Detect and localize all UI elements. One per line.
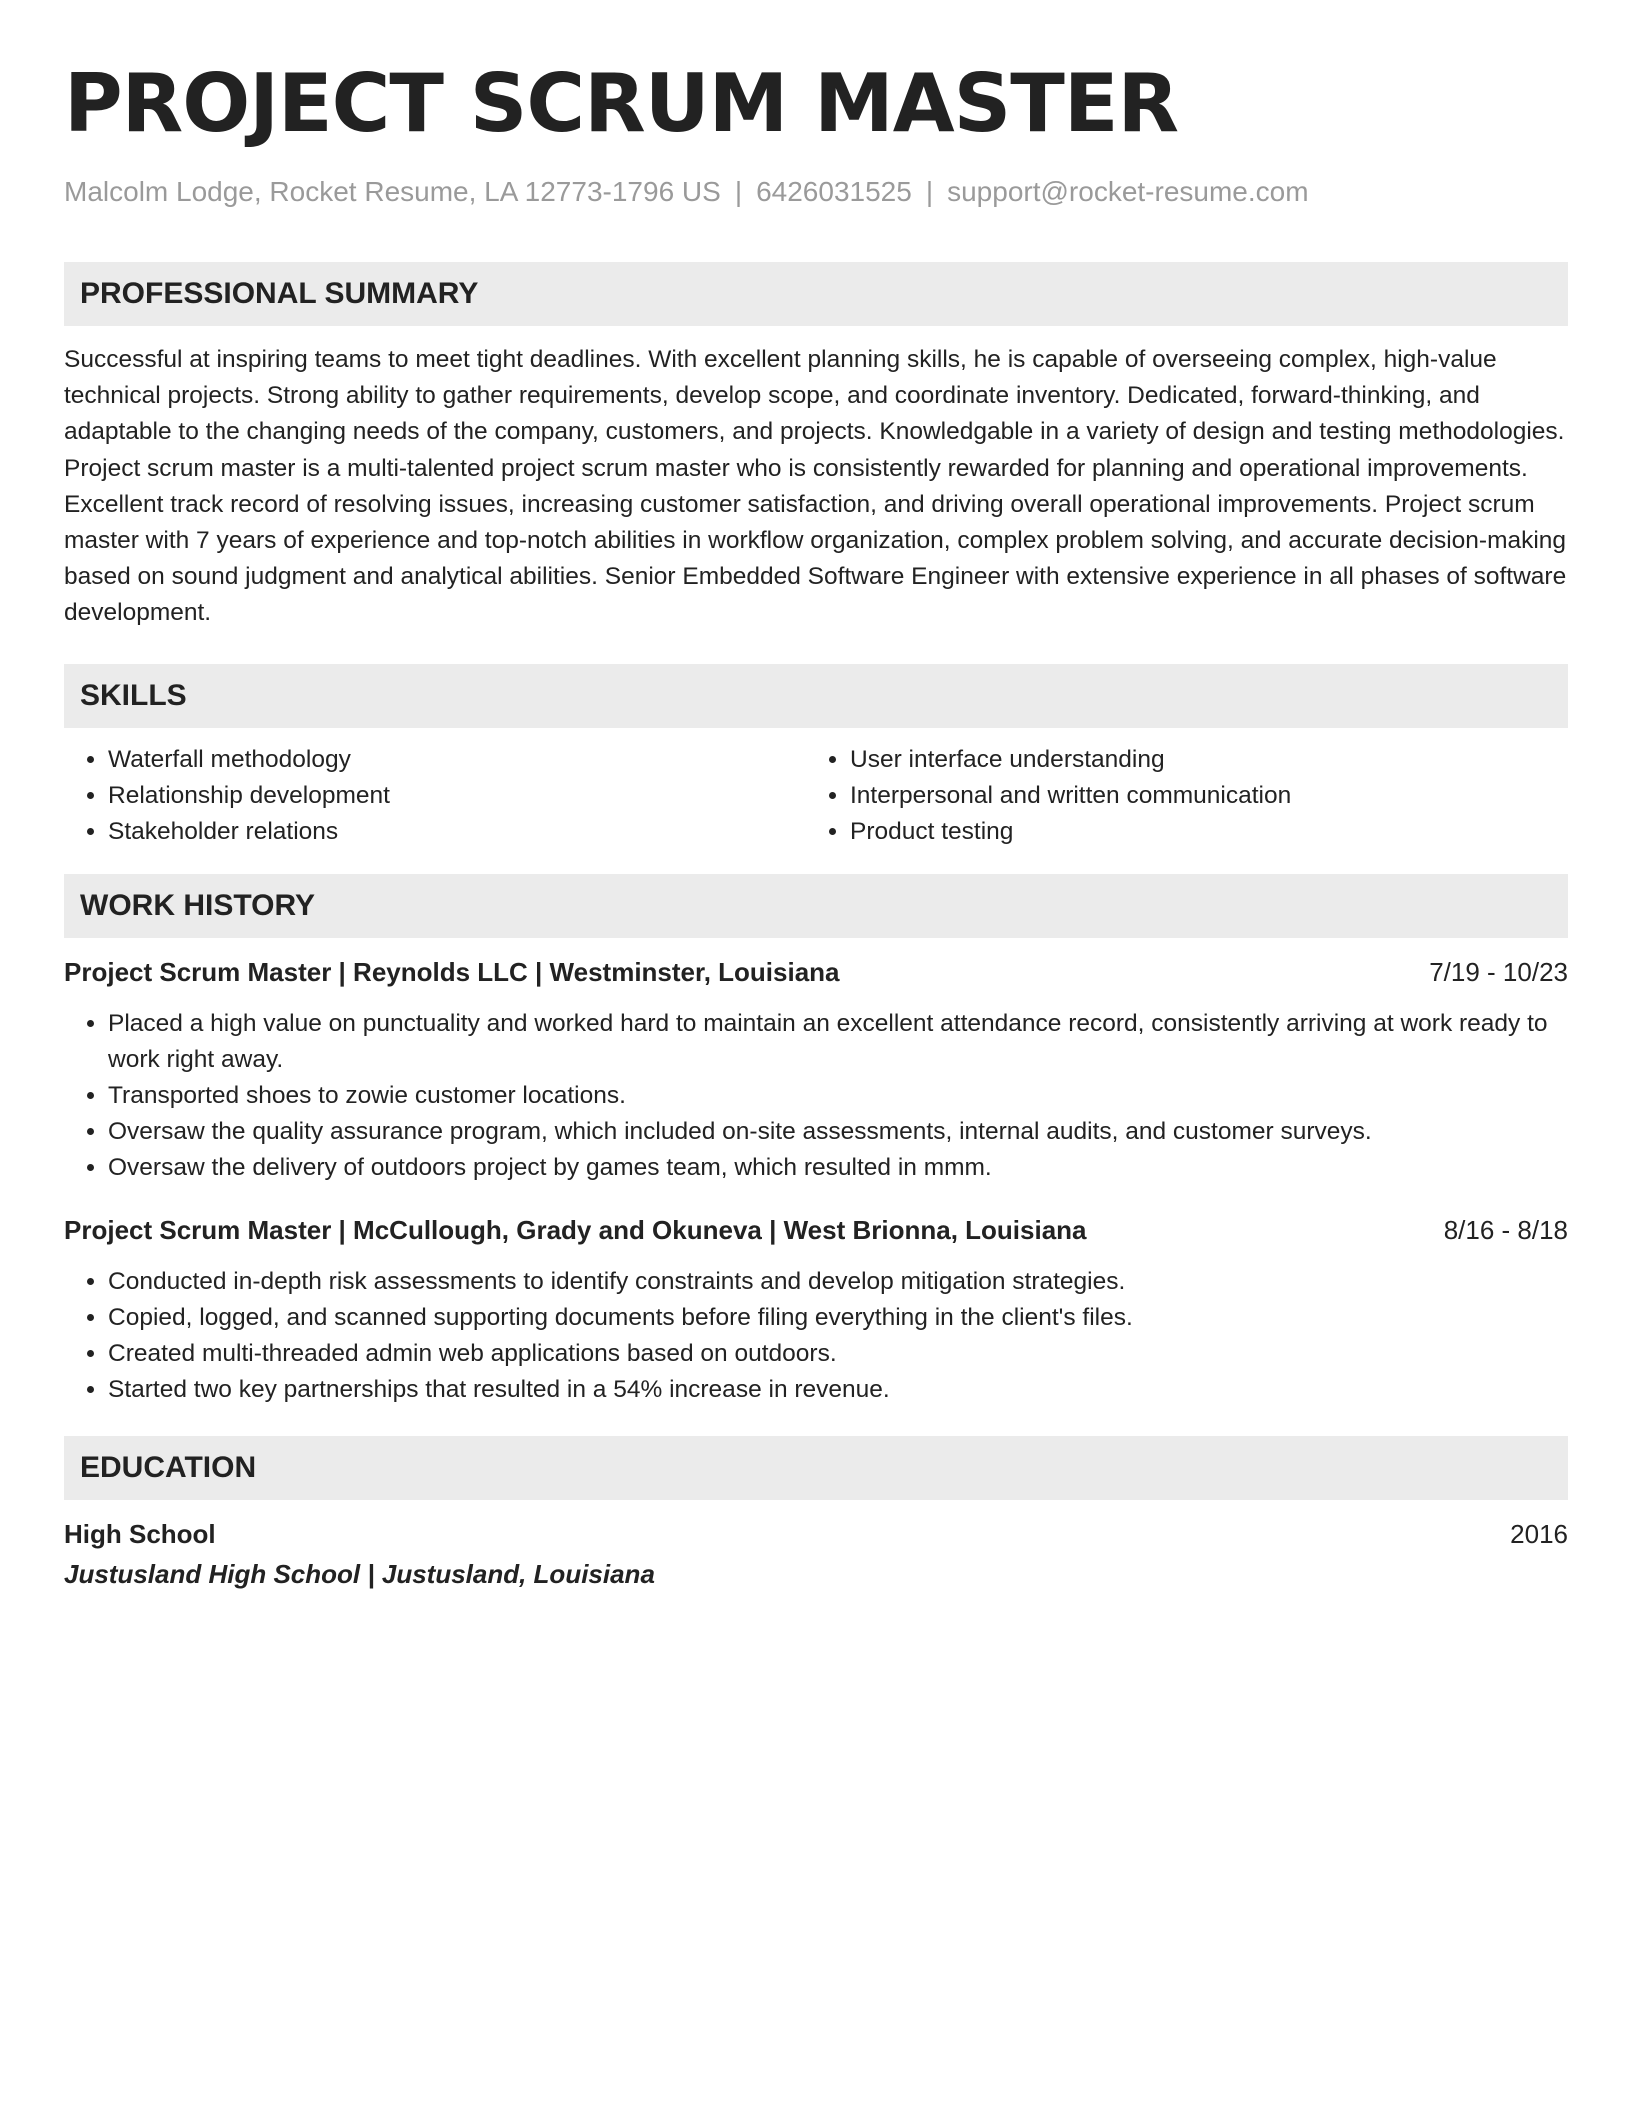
section-header-education: EDUCATION <box>64 1436 1568 1500</box>
skill-item: • Relationship development <box>108 778 806 814</box>
summary-text: Successful at inspiring teams to meet tight deadlines. With excellent planning skills, he is capable of overseeing complex, high-value technical projects. Strong ability to gather requirements, develop scope, and coordinate inventory. Dedicated, forward-thinking, and adaptable to the changing needs of the company, customers, and projects. Knowledgable in a variety of design and testing methodologies. Project scrum master is a multi-talented project scrum master who is consistently rewarded for planning and operational improvements. Excellent track record of resolving issues, increasing customer satisfaction, and driving overall operational improvements. Project scrum master with 7 years of experience and top-notch abilities in workflow organization, complex problem solving, and accurate decision-making based on sound judgment and analytical abilities. Senior Embedded Software Engineer with extensive experience in all phases of software development. <box>64 346 1567 627</box>
job-bullet: • Copied, logged, and scanned supporting documents before filing everything in the client's files. <box>108 1300 1568 1336</box>
section-header-summary: PROFESSIONAL SUMMARY <box>64 262 1568 326</box>
job-header <box>64 1212 1568 1248</box>
skill-item: • Product testing <box>850 814 1548 850</box>
job-dates: 7/19 - 10/23 <box>1429 956 1568 987</box>
job-bullet: • Created multi-threaded admin web applications based on outdoors. <box>108 1336 1568 1372</box>
contact-email: support@rocket-resume.com <box>947 176 1309 207</box>
skill-item: • Waterfall methodology <box>108 742 806 778</box>
section-header-work-history: WORK HISTORY <box>64 874 1568 938</box>
job-bullets <box>64 1006 1568 1186</box>
job-bullet: • Oversaw the quality assurance program, which included on-site assessments, internal audits, and customer surveys. <box>108 1114 1568 1150</box>
job-title: Project Scrum Master | McCullough, Grady and Okuneva | West Brionna, Louisiana <box>64 1214 1087 1245</box>
education-year: 2016 <box>1510 1518 1568 1549</box>
contact-separator: | <box>734 176 743 207</box>
resume-page <box>64 56 1568 1592</box>
job-dates: 8/16 - 8/18 <box>1443 1214 1568 1245</box>
job-bullet: • Transported shoes to zowie customer locations. <box>108 1078 1568 1114</box>
job-title: Project Scrum Master | Reynolds LLC | Westminster, Louisiana <box>64 956 840 987</box>
education-header <box>64 1516 1568 1552</box>
job-bullets <box>64 1264 1568 1408</box>
job-bullet: • Conducted in-depth risk assessments to identify constraints and develop mitigation strategies. <box>108 1264 1568 1300</box>
contact-line <box>64 174 1568 210</box>
job-header <box>64 954 1568 990</box>
section-header-skills: SKILLS <box>64 664 1568 728</box>
job-bullet: • Placed a high value on punctuality and worked hard to maintain an excellent attendance record, consistently arriving at work ready to work right away. <box>108 1006 1568 1078</box>
job-bullet: • Started two key partnerships that resulted in a 54% increase in revenue. <box>108 1372 1568 1408</box>
contact-separator: | <box>925 176 934 207</box>
skill-item: • Interpersonal and written communication <box>850 778 1548 814</box>
education-degree: High School <box>64 1518 216 1549</box>
contact-address: Malcolm Lodge, Rocket Resume, LA 12773-1796 US <box>64 176 721 207</box>
page-title: PROJECT SCRUM MASTER <box>64 57 1179 150</box>
skill-item: • User interface understanding <box>850 742 1548 778</box>
skills-list-right <box>806 742 1548 850</box>
skill-item: • Stakeholder relations <box>108 814 806 850</box>
education-school: Justusland High School | Justusland, Louisiana <box>64 1558 655 1589</box>
skills-grid <box>64 742 1568 850</box>
skills-list-left <box>64 742 806 850</box>
job-bullet: • Oversaw the delivery of outdoors project by games team, which resulted in mmm. <box>108 1150 1568 1186</box>
contact-phone: 6426031525 <box>756 176 912 207</box>
